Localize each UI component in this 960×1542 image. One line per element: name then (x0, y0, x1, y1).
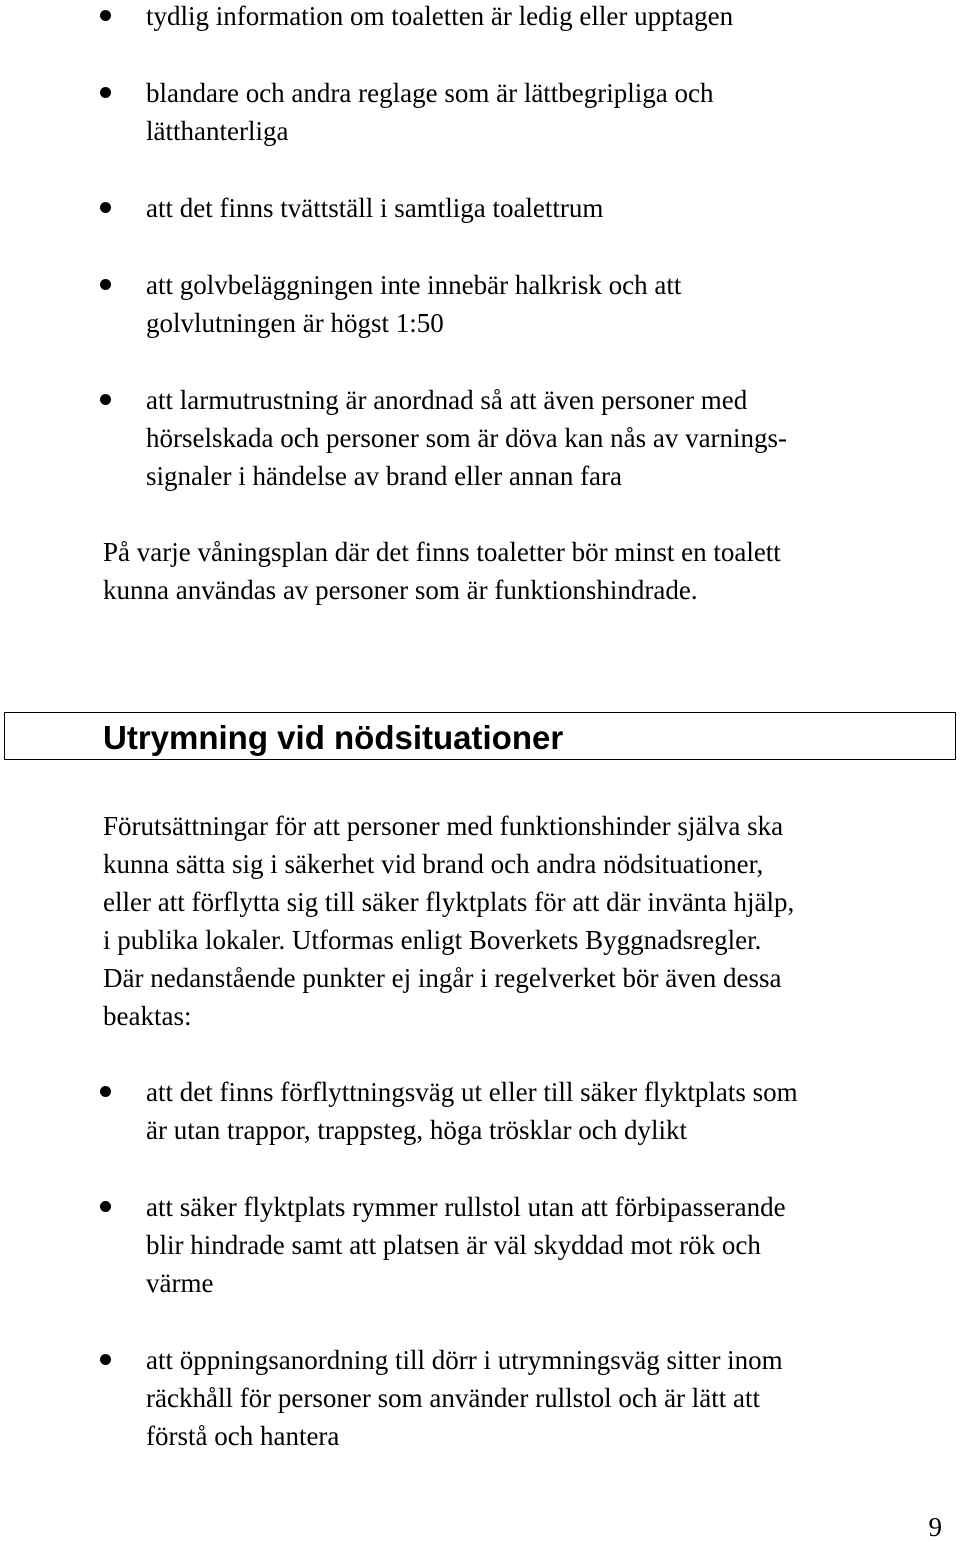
list-item (0, 0, 960, 35)
list-item (0, 266, 960, 342)
bullet-icon (100, 394, 111, 405)
list-item-line: blir hindrade samt att platsen är väl skyddad mot rök och (146, 1230, 761, 1260)
evacuation-requirements-list (0, 1073, 960, 1494)
bullet-icon (100, 10, 111, 21)
bullet-icon (100, 87, 111, 98)
list-item-line: lätthanterliga (146, 116, 289, 146)
bullet-icon (100, 1086, 111, 1097)
paragraph-line: i publika lokaler. Utformas enligt Boverkets Byggnadsregler. (103, 925, 762, 955)
paragraph-line: kunna sätta sig i säkerhet vid brand och andra nödsituationer, (103, 849, 764, 879)
bullet-icon (100, 1354, 111, 1365)
bullet-icon (100, 202, 111, 213)
list-item (0, 1073, 960, 1149)
toilet-summary-paragraph (103, 533, 953, 609)
section-heading-box (4, 712, 956, 760)
paragraph-line: Där nedanstående punkter ej ingår i regelverket bör även dessa (103, 963, 782, 993)
section-heading: Utrymning vid nödsituationer (103, 719, 564, 756)
page-number: 9 (928, 1512, 942, 1542)
list-item-line: golvlutningen är högst 1:50 (146, 308, 444, 338)
bullet-icon (100, 279, 111, 290)
list-item (0, 189, 960, 227)
toilet-requirements-list (0, 0, 960, 534)
list-item-line: att det finns tvättställ i samtliga toalettrum (146, 193, 604, 223)
list-item-line: förstå och hantera (146, 1421, 340, 1451)
list-item-line: tydlig information om toaletten är ledig eller upptagen (146, 1, 734, 31)
paragraph-line: kunna användas av personer som är funktionshindrade. (103, 575, 698, 605)
list-item-line: hörselskada och personer som är döva kan nås av varnings- (146, 423, 788, 453)
list-item (0, 1188, 960, 1302)
list-item-line: värme (146, 1268, 214, 1298)
list-item-line: att öppningsanordning till dörr i utrymningsväg sitter inom (146, 1345, 783, 1375)
list-item (0, 381, 960, 495)
list-item-line: räckhåll för personer som använder rullstol och är lätt att (146, 1383, 761, 1413)
bullet-icon (100, 1201, 111, 1212)
list-item-line: är utan trappor, trappsteg, höga trösklar och dylikt (146, 1115, 688, 1145)
paragraph-line: eller att förflytta sig till säker flyktplats för att där invänta hjälp, (103, 887, 795, 917)
paragraph-line: Förutsättningar för att personer med funktionshinder själva ska (103, 811, 784, 841)
list-item-line: blandare och andra reglage som är lättbegripliga och (146, 78, 714, 108)
list-item-line: att larmutrustning är anordnad så att även personer med (146, 385, 748, 415)
list-item (0, 1341, 960, 1455)
paragraph-line: beaktas: (103, 1001, 192, 1031)
list-item (0, 74, 960, 150)
list-item-line: att det finns förflyttningsväg ut eller till säker flyktplats som (146, 1077, 798, 1107)
evacuation-intro-paragraph (103, 807, 953, 1035)
list-item-line: att säker flyktplats rymmer rullstol utan att förbipasserande (146, 1192, 786, 1222)
list-item-line: att golvbeläggningen inte innebär halkrisk och att (146, 270, 682, 300)
list-item-line: signaler i händelse av brand eller annan fara (146, 461, 623, 491)
paragraph-line: På varje våningsplan där det finns toaletter bör minst en toalett (103, 537, 781, 567)
